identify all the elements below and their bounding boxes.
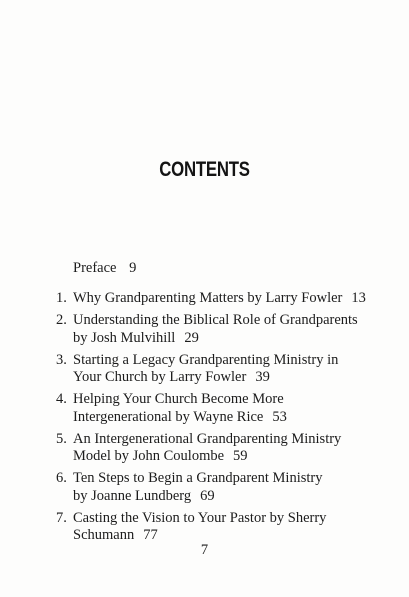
chapter-page-number: 77 bbox=[143, 527, 158, 544]
chapter-title-line: Understanding the Biblical Role of Grandparents bbox=[73, 311, 358, 328]
toc-entry-4 bbox=[56, 391, 376, 426]
toc-entry-1 bbox=[56, 290, 376, 308]
chapter-title-line: Casting the Vision to Your Pastor by Sherry bbox=[73, 509, 327, 526]
preface-title: Preface bbox=[73, 260, 117, 276]
table-of-contents bbox=[56, 290, 376, 549]
chapter-number: 7. bbox=[56, 509, 67, 526]
chapter-title-line: Intergenerational by Wayne Rice bbox=[73, 408, 264, 425]
chapter-page-number: 69 bbox=[200, 487, 215, 504]
chapter-title-line: Ten Steps to Begin a Grandparent Ministry bbox=[73, 470, 323, 487]
chapter-title-line: Your Church by Larry Fowler bbox=[73, 369, 247, 386]
chapter-title-line: Starting a Legacy Grandparenting Ministry in bbox=[73, 351, 339, 368]
chapter-title-line: An Intergenerational Grandparenting Ministry bbox=[73, 430, 342, 447]
preface-entry bbox=[73, 258, 136, 278]
chapter-title-line: by Josh Mulvihill bbox=[73, 329, 176, 346]
chapter-number: 4. bbox=[56, 391, 67, 408]
chapter-page-number: 39 bbox=[255, 369, 270, 386]
chapter-page-number: 59 bbox=[233, 448, 248, 465]
chapter-page-number: 13 bbox=[351, 290, 366, 306]
chapter-number: 1. bbox=[56, 290, 67, 306]
chapter-title-line: Helping Your Church Become More bbox=[73, 391, 284, 408]
contents-heading: CONTENTS bbox=[159, 158, 250, 181]
preface-page-number: 9 bbox=[129, 260, 137, 276]
chapter-number: 5. bbox=[56, 430, 67, 447]
chapter-title-line: Schumann bbox=[73, 527, 135, 544]
toc-entry-6 bbox=[56, 470, 376, 505]
chapter-title-line: Model by John Coulombe bbox=[73, 448, 225, 465]
page-number: 7 bbox=[200, 542, 209, 558]
toc-entry-2 bbox=[56, 312, 376, 347]
chapter-number: 3. bbox=[56, 351, 67, 368]
toc-entry-3 bbox=[56, 352, 376, 387]
chapter-page-number: 29 bbox=[184, 329, 199, 346]
chapter-title: Why Grandparenting Matters by Larry Fowler bbox=[73, 290, 343, 306]
toc-entry-7 bbox=[56, 510, 376, 545]
chapter-number: 2. bbox=[56, 311, 67, 328]
chapter-page-number: 53 bbox=[272, 408, 287, 425]
toc-entry-5 bbox=[56, 431, 376, 466]
chapter-title-line: by Joanne Lundberg bbox=[73, 487, 192, 504]
chapter-number: 6. bbox=[56, 470, 67, 487]
